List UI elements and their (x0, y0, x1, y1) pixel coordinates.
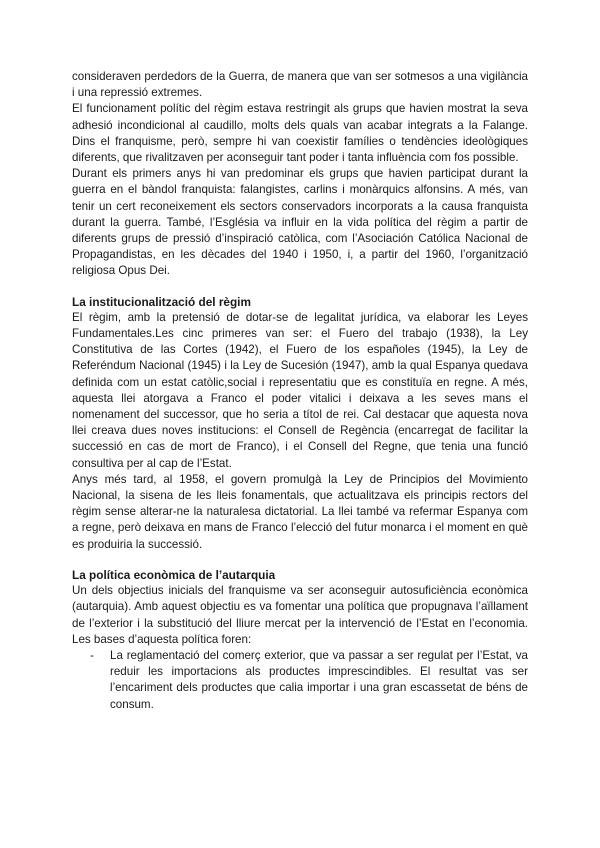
bullet-list (72, 648, 528, 713)
paragraph: Durant els primers anys hi van predominar els grups que havien participat durant la guerra en el bàndol franquista: falangistes, carlins i monàrquics alfonsins. A més, van tenir un cert reconeixement els sectors conservadors incorporats a la causa franquista durant la guerra. També, l’Església va influir en la vida política del règim a partir de diferents grups de pressió d’inspiració catòlica, com l’Asociación Católica Nacional de Propagandistas, en les dècades del 1940 i 1950, i, a partir del 1960, l’organització religiosa Opus Dei. (72, 167, 528, 278)
section-heading-institucionalitzacio: La institucionalització del règim (72, 294, 251, 309)
section-heading-autarquia: La política econòmica de l’autarquia (72, 567, 276, 582)
document-body (72, 69, 528, 713)
list-dash-marker: - (90, 648, 94, 662)
list-item (72, 648, 528, 713)
paragraph: consideraven perdedors de la Guerra, de manera que van ser sotmesos a una vigilància i una repressió extremes. (72, 70, 528, 100)
paragraph: El funcionament polític del règim estava restringit als grups que havien mostrat la seva adhesió incondicional al caudillo, molts dels quals van acabar integrats a la Falange. Dins el franquisme, però, sempre hi van coexistir famílies o tendències ideològiques diferents, que rivalitzaven per aconseguir tant poder i tanta influència com fos possible. (72, 102, 528, 165)
paragraph: Un dels objectius inicials del franquisme va ser aconseguir autosuficiència econòmica (autarquia). Amb aquest objectiu es va fomentar una política que propugnava l’aïllament de l’exterior i la substitució del lliure mercat per la intervenció de l’Estat en l’economia. Les bases d’aquesta política foren: (72, 584, 528, 646)
paragraph: El règim, amb la pretensió de dotar-se de legalitat jurídica, va elaborar les Leyes Fundamentales.Les cinc primeres van ser: el Fuero del trabajo (1938), la Ley Constitutiva de las Cortes (1942), el Fuero de los españoles (1945), la Ley de Referéndum Nacional (1945) i la Ley de Sucesión (1947), amb la qual Espanya quedava definida com un estat catòlic,social i representatiu que es constituïa en regne. A més, aquesta llei atorgava a Franco el poder vitalici i deixava a les seves mans el nomenament del successor, que ho seria a títol de rei. Cal destacar que aquesta nova llei creava dues noves institucions: el Consell de Regència (encarregat de facilitar la successió en cas de mort de Franco), i el Consell del Regne, que tenia una funció consultiva per al cap de l’Estat. (72, 310, 528, 470)
paragraph: Anys més tard, al 1958, el govern promulgà la Ley de Principios del Movimiento Nacional, la sisena de les lleis fonamentals, que actualitzava els principis rectors del règim sense alterar-ne la naturalesa dictatorial. La llei també va refermar Espanya com a regne, però deixava en mans de Franco l’elecció del futur monarca i el moment en què es produiria la successió. (72, 472, 528, 551)
list-item-text: La reglamentació del comerç exterior, que va passar a ser regulat per l’Estat, va reduir les importacions als productes imprescindibles. El resultat vas ser l’encariment dels productes que calia importar i una gran escassetat de béns de consum. (110, 648, 528, 711)
